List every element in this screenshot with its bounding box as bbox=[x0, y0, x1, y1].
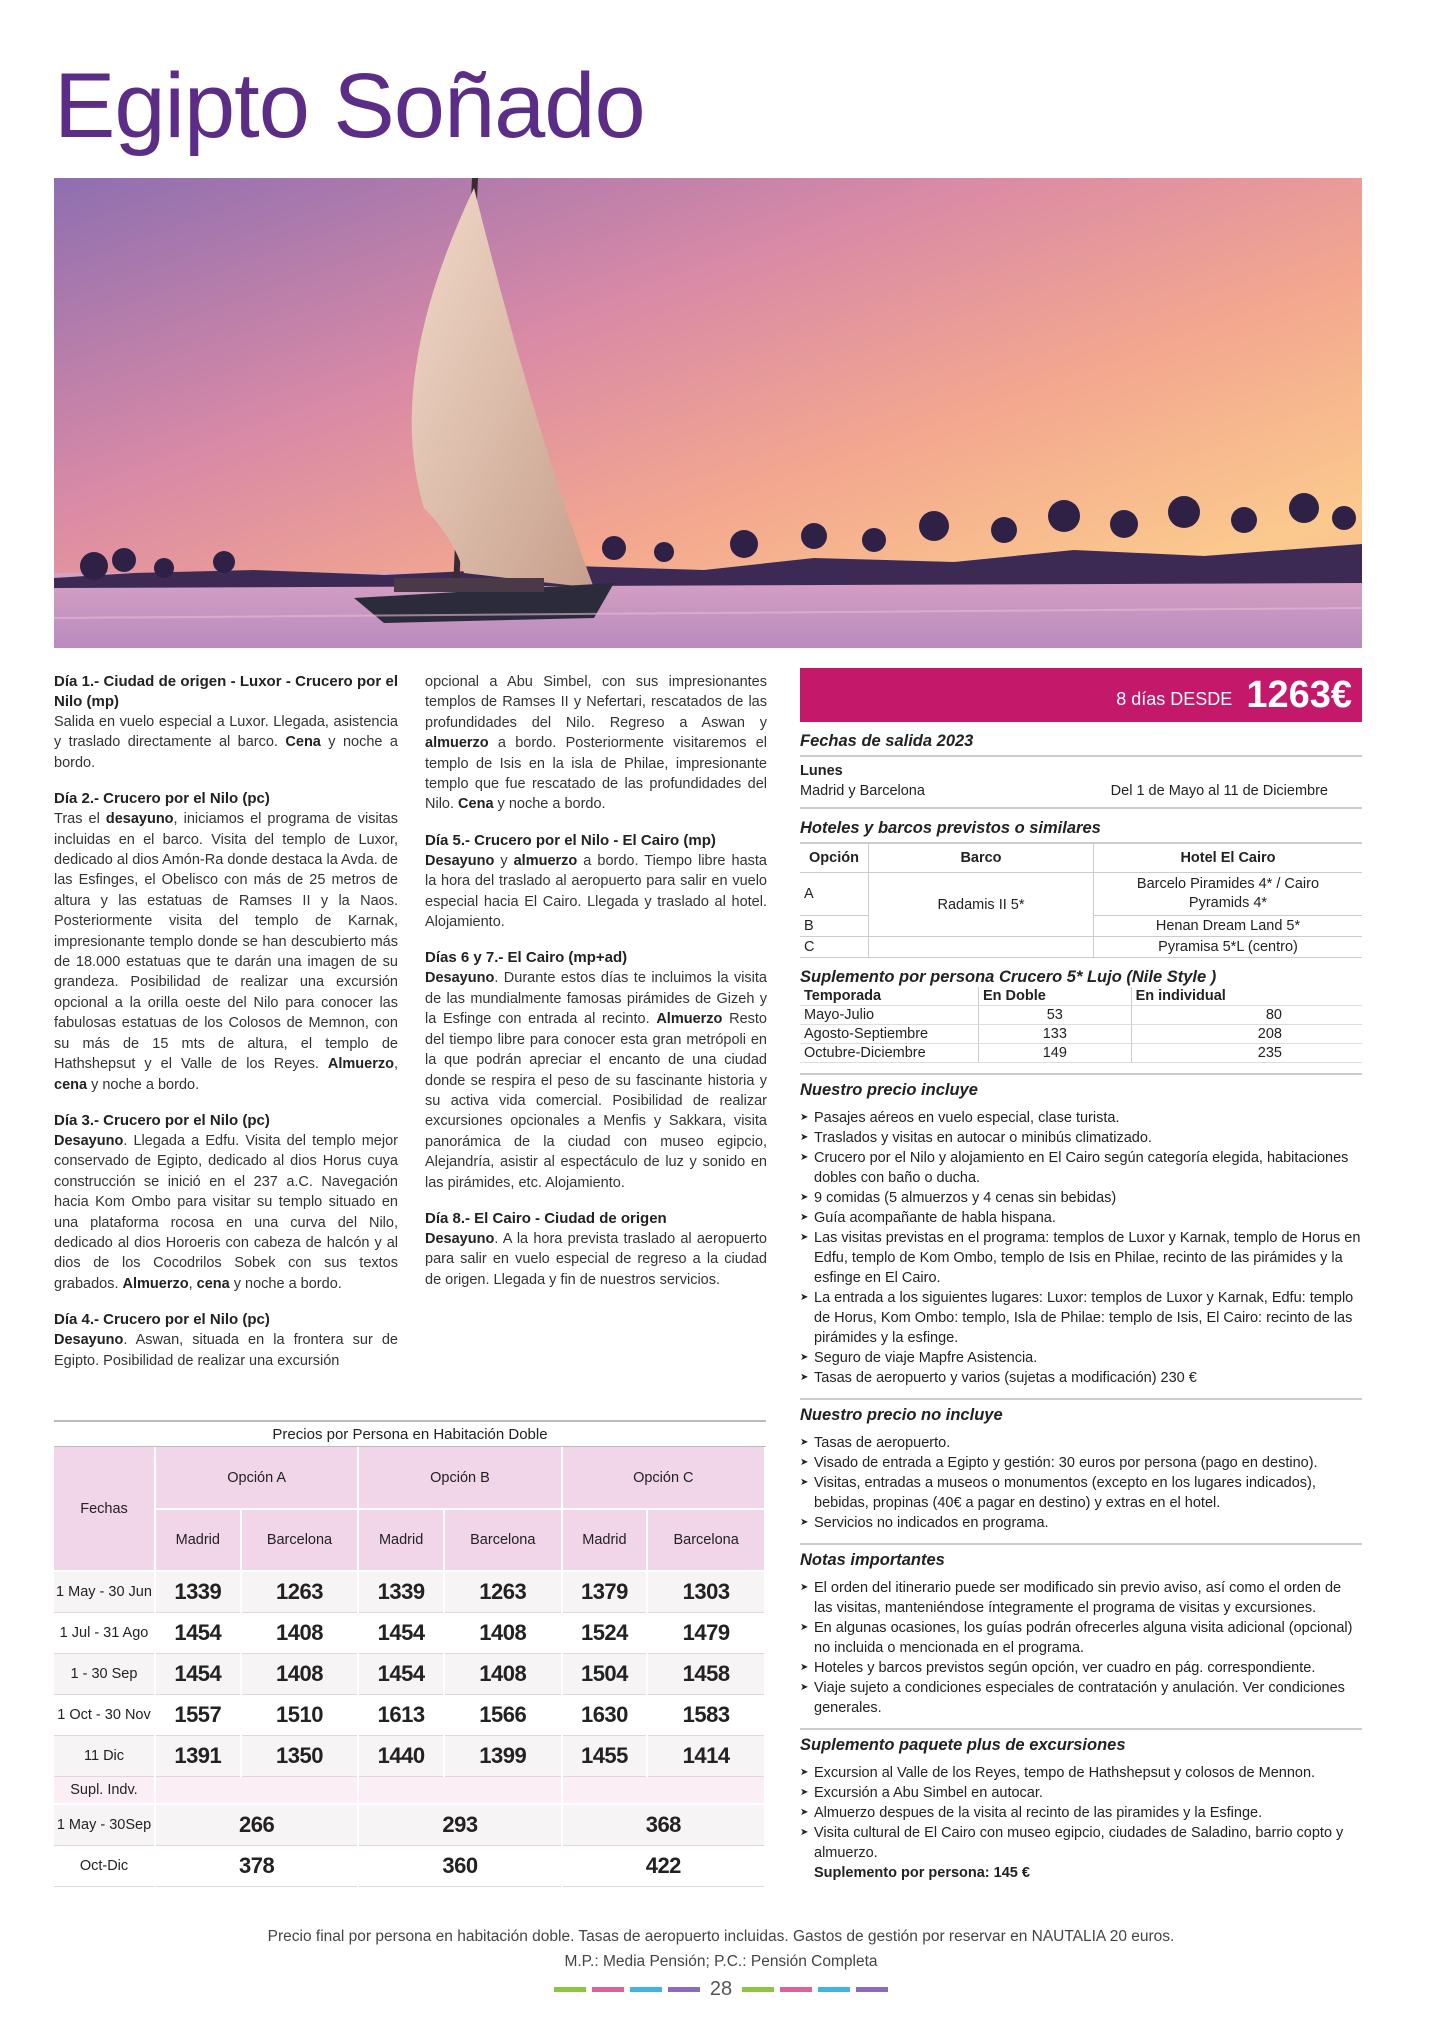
price-row-fecha: 1 Jul - 31 Ago bbox=[54, 1612, 155, 1653]
supl-indv-label: Supl. Indv. bbox=[54, 1776, 155, 1804]
price-col-fechas: Fechas bbox=[54, 1447, 155, 1571]
hoteles-title: Hoteles y barcos previstos o similares bbox=[800, 819, 1362, 844]
price-value: 1583 bbox=[647, 1694, 765, 1735]
price-value: 1379 bbox=[562, 1571, 648, 1612]
supl-temporada: Agosto-Septiembre bbox=[800, 1025, 979, 1044]
page-number: 28 bbox=[709, 1978, 733, 2000]
page-bar-segment bbox=[742, 1987, 774, 1992]
plus-footer: Suplemento por persona: 145 € bbox=[814, 1865, 1030, 1881]
hotels-opcion: C bbox=[800, 937, 869, 958]
price-row-fecha: 11 Dic bbox=[54, 1735, 155, 1776]
hotels-hotel: Barcelo Piramides 4* / Cairo Pyramids 4* bbox=[1094, 873, 1363, 916]
price-value: 1455 bbox=[562, 1735, 648, 1776]
supl-row bbox=[800, 1006, 1362, 1025]
nota-item: ➤ Hoteles y barcos previstos según opción, ver cuadro en pág. correspondiente. bbox=[800, 1658, 1362, 1678]
price-col-option: Opción C bbox=[562, 1447, 765, 1509]
page-bar-segment bbox=[818, 1987, 850, 1992]
price-value: 1408 bbox=[241, 1653, 359, 1694]
plus-item: ➤ Almuerzo despues de la visita al recinto de las piramides y la Esfinge. bbox=[800, 1803, 1362, 1823]
incluye-item: ➤ La entrada a los siguientes lugares: Luxor: templos de Luxor y Karnak, Edfu: templo de Horus, Kom Ombo: templo, Isla de Philae: templo de Isis, El Cairo: recinto de las pirámides y la esfinge. bbox=[800, 1288, 1362, 1348]
price-row-fecha: 1 Oct - 30 Nov bbox=[54, 1694, 155, 1735]
itinerary-day-heading: Día 8.- El Cairo - Ciudad de origen bbox=[425, 1209, 667, 1227]
incluye-item: ➤ Guía acompañante de habla hispana. bbox=[800, 1208, 1362, 1228]
price-value: 1303 bbox=[647, 1571, 765, 1612]
price-value: 1339 bbox=[155, 1571, 241, 1612]
hotels-opcion: B bbox=[800, 916, 869, 937]
price-value: 1613 bbox=[358, 1694, 444, 1735]
supl-individual: 80 bbox=[1131, 1006, 1362, 1025]
itinerary-day-text: Desayuno. Durante estos días te incluimos la visita de las mundialmente famosas pirámides de Gizeh y la Esfinge con entrada al recinto. Almuerzo Resto del tiempo libre para conocer esta gran metrópoli en la que podrán apreciar el encanto de una ciudad donde se respira el peso de su fascinante historia y su activa vida comercial. Posibilidad de realizar excursiones opcionales a Menfis y Sakkara, visita panorámica de la ciudad con museo egipcio, Alejandría, asistir al espectáculo de luz y sonido en las pirámides, etc. Alojamiento. bbox=[425, 970, 767, 1191]
itinerary-day bbox=[425, 1209, 767, 1290]
supl-individual: 208 bbox=[1131, 1025, 1362, 1044]
itinerary-day-text: Desayuno y almuerzo a bordo. Tiempo libre hasta la hora del traslado al aeropuerto para salir en vuelo especial hacia El Cairo. Llegada y traslado al hotel. Alojamiento. bbox=[425, 852, 767, 931]
itinerary-day bbox=[425, 948, 767, 1192]
supl-indv-value: 368 bbox=[562, 1804, 765, 1845]
itinerary-day-text: Desayuno. A la hora prevista traslado al aeropuerto para salir en vuelo especial de regreso a la ciudad de origen. Llegada y fin de nuestros servicios. bbox=[425, 1230, 767, 1288]
itinerary-day-text: Desayuno. Aswan, situada en la frontera sur de Egipto. Posibilidad de realizar una excursión bbox=[54, 1332, 398, 1369]
supl-indv-spacer bbox=[358, 1776, 561, 1804]
price-value: 1454 bbox=[155, 1612, 241, 1653]
price-value: 1479 bbox=[647, 1612, 765, 1653]
itinerary-day-text: Salida en vuelo especial a Luxor. Llegada, asistencia y traslado directamente al barco. Cena y noche a bordo. bbox=[54, 714, 398, 771]
itinerary-column-1 bbox=[54, 672, 398, 1387]
price-banner bbox=[800, 668, 1362, 722]
price-row bbox=[54, 1653, 765, 1694]
price-value: 1524 bbox=[562, 1612, 648, 1653]
itinerary-day-heading: Día 1.- Ciudad de origen - Luxor - Crucero por el Nilo (mp) bbox=[54, 673, 398, 710]
footer-line-1: Precio final por persona en habitación doble. Tasas de aeropuerto incluidas. Gastos de gestión por reservar en NAUTALIA 20 euros. bbox=[267, 1928, 1175, 1945]
price-col-city: Barcelona bbox=[241, 1509, 359, 1571]
price-value: 1454 bbox=[358, 1612, 444, 1653]
supl-indv-value: 378 bbox=[155, 1845, 358, 1886]
notas-list bbox=[800, 1578, 1362, 1718]
itinerary-day-text: Desayuno. Llegada a Edfu. Visita del templo mejor conservado de Egipto, dedicado al dios Horus cuya construcción se inició en el 237 a.C. Navegación hacia Kom Ombo para visitar su templo situado en una plataforma rocosa en una curva del Nilo, dedicado al dios Horoeris con cabeza de halcón y al dios de los Cocodrilos Sobek con sus textos grabados. Almuerzo, cena y noche a bordo. bbox=[54, 1132, 398, 1292]
supl-indv-row bbox=[54, 1804, 765, 1845]
hotels-table bbox=[800, 844, 1362, 958]
suplemento-crucero-title: Suplemento por persona Crucero 5* Lujo (Nile Style ) bbox=[800, 968, 1217, 986]
page-title: Egipto Soñado bbox=[54, 55, 645, 157]
hotels-row-a bbox=[800, 873, 1362, 916]
price-row bbox=[54, 1612, 765, 1653]
itinerary-column-2 bbox=[425, 672, 767, 1306]
price-table-title: Precios por Persona en Habitación Doble bbox=[54, 1420, 766, 1447]
itinerary-day-heading: Día 3.- Crucero por el Nilo (pc) bbox=[54, 1111, 270, 1129]
plus-title: Suplemento paquete plus de excursiones bbox=[800, 1728, 1362, 1759]
price-value: 1454 bbox=[155, 1653, 241, 1694]
itinerary-day-heading: Día 2.- Crucero por el Nilo (pc) bbox=[54, 790, 270, 808]
supl-indv-spacer bbox=[155, 1776, 358, 1804]
price-row-fecha: 1 - 30 Sep bbox=[54, 1653, 155, 1694]
price-row bbox=[54, 1571, 765, 1612]
price-banner-label: 8 días DESDE bbox=[1116, 688, 1233, 709]
price-value: 1504 bbox=[562, 1653, 648, 1694]
page-number-bar bbox=[0, 1978, 1442, 2001]
incluye-item: ➤ Las visitas previstas en el programa: templos de Luxor y Karnak, templo de Horus en Edfu, templo de Kom Ombo, templo de Isis en Philae, recinto de las pirámides y la esfinge en El Cairo. bbox=[800, 1228, 1362, 1288]
page-bar-segment bbox=[856, 1987, 888, 1992]
supl-header-row bbox=[800, 987, 1362, 1006]
supl-indv-value: 422 bbox=[562, 1845, 765, 1886]
no-incluye-item: ➤ Servicios no indicados en programa. bbox=[800, 1513, 1362, 1533]
supl-doble: 133 bbox=[979, 1025, 1132, 1044]
supl-header-doble: En Doble bbox=[979, 987, 1132, 1006]
fechas-cities: Madrid y Barcelona bbox=[800, 783, 925, 799]
supl-header-temporada: Temporada bbox=[800, 987, 979, 1006]
itinerary-day-heading: Día 5.- Crucero por el Nilo - El Cairo (mp) bbox=[425, 831, 716, 849]
incluye-list bbox=[800, 1108, 1362, 1388]
itinerary-day-heading: Días 6 y 7.- El Cairo (mp+ad) bbox=[425, 949, 628, 967]
supl-individual: 235 bbox=[1131, 1044, 1362, 1063]
hotels-hotel: Henan Dream Land 5* bbox=[1094, 916, 1363, 937]
notas-title: Notas importantes bbox=[800, 1543, 1362, 1574]
price-value: 1408 bbox=[444, 1612, 562, 1653]
no-incluye-item: ➤ Visado de entrada a Egipto y gestión: 30 euros por persona (pago en destino). bbox=[800, 1453, 1362, 1473]
price-value: 1557 bbox=[155, 1694, 241, 1735]
nota-item: ➤ El orden del itinerario puede ser modificado sin previo aviso, así como el orden de las visitas, manteniéndose íntegramente el programa de visitas y excursiones. bbox=[800, 1578, 1362, 1618]
page-bar-segment bbox=[630, 1987, 662, 1992]
fechas-title: Fechas de salida 2023 bbox=[800, 732, 1362, 757]
supl-row bbox=[800, 1044, 1362, 1063]
price-row bbox=[54, 1694, 765, 1735]
supl-row bbox=[800, 1025, 1362, 1044]
no-incluye-item: ➤ Tasas de aeropuerto. bbox=[800, 1433, 1362, 1453]
supl-indv-spacer bbox=[562, 1776, 765, 1804]
price-value: 1263 bbox=[444, 1571, 562, 1612]
info-column bbox=[800, 668, 1362, 1883]
itinerary-day bbox=[54, 1310, 398, 1371]
plus-item: ➤ Visita cultural de El Cairo con museo egipcio, ciudades de Saladino, barrio copto y almuerzo. bbox=[800, 1823, 1362, 1863]
supl-doble: 149 bbox=[979, 1044, 1132, 1063]
price-row bbox=[54, 1735, 765, 1776]
hotels-barco-empty bbox=[869, 937, 1094, 958]
itinerary-day bbox=[54, 1111, 398, 1294]
fechas-day: Lunes bbox=[800, 763, 843, 779]
price-col-option: Opción B bbox=[358, 1447, 561, 1509]
supl-indv-fecha: Oct-Dic bbox=[54, 1845, 155, 1886]
price-value: 1399 bbox=[444, 1735, 562, 1776]
price-value: 1458 bbox=[647, 1653, 765, 1694]
hotels-header-row bbox=[800, 844, 1362, 873]
hotels-barco: Radamis II 5* bbox=[869, 873, 1094, 937]
fechas-row bbox=[800, 781, 1362, 809]
incluye-title: Nuestro precio incluye bbox=[800, 1073, 1362, 1104]
nota-item: ➤ En algunas ocasiones, los guías podrán ofrecerles alguna visita adicional (opcional) no incluida o mencionada en el programa. bbox=[800, 1618, 1362, 1658]
price-col-option: Opción A bbox=[155, 1447, 358, 1509]
incluye-item: ➤ Pasajes aéreos en vuelo especial, clase turista. bbox=[800, 1108, 1362, 1128]
hotels-header-opcion: Opción bbox=[800, 844, 869, 873]
itinerary-day bbox=[54, 789, 398, 1095]
no-incluye-title: Nuestro precio no incluye bbox=[800, 1398, 1362, 1429]
no-incluye-list bbox=[800, 1433, 1362, 1533]
footer-line-2: M.P.: Media Pensión; P.C.: Pensión Completa bbox=[564, 1953, 878, 1970]
footer-notes bbox=[0, 1924, 1442, 1974]
incluye-item: ➤ Traslados y visitas en autocar o minibús climatizado. bbox=[800, 1128, 1362, 1148]
itinerary-day-text: opcional a Abu Simbel, con sus impresionantes templos de Ramses II y Nefertari, rescatados de las profundidades del Nilo. Regreso a Aswan y almuerzo a bordo. Posteriormente visitaremos el templo de Isis en la isla de Philae, impresionante templo que fue rescatado de las profundidades del Nilo. Cena y noche a bordo. bbox=[425, 674, 767, 813]
itinerary-day-text: Tras el desayuno, iniciamos el programa de visitas incluidas en el barco. Visita del templo de Luxor, dedicado al dios Amón-Ra donde destaca la Avda. de las Esfinges, el Obelisco con más de 25 metros de altura y las estatuas de Ramses II y la Naos. Posteriormente visita del templo de Karnak, impresionante templo donde se han descubierto más de 18.000 estatuas que te darán una imagen de su grandeza. Posibilidad de realizar una excursión opcional a la orilla oeste del Nilo para conocer las fabulosas estatuas de los Colosos de Memnon, con su más de 15 mts de altura, el templo de Hathshepsut y el Valle de los Reyes. Almuerzo, cena y noche a bordo. bbox=[54, 811, 398, 1093]
plus-item: ➤ Excursión a Abu Simbel en autocar. bbox=[800, 1783, 1362, 1803]
hotels-row-c bbox=[800, 937, 1362, 958]
price-value: 1440 bbox=[358, 1735, 444, 1776]
incluye-item: ➤ Crucero por el Nilo y alojamiento en El Cairo según categoría elegida, habitaciones dobles con baño o ducha. bbox=[800, 1148, 1362, 1188]
price-value: 1510 bbox=[241, 1694, 359, 1735]
supl-temporada: Octubre-Diciembre bbox=[800, 1044, 979, 1063]
price-value: 1350 bbox=[241, 1735, 359, 1776]
supl-doble: 53 bbox=[979, 1006, 1132, 1025]
page-bar-segment bbox=[668, 1987, 700, 1992]
incluye-item: ➤ Tasas de aeropuerto y varios (sujetas a modificación) 230 € bbox=[800, 1368, 1362, 1388]
no-incluye-item: ➤ Visitas, entradas a museos o monumentos (excepto en los lugares indicados), bebidas, propinas (40€ a pagar en destino) y extras en el hotel. bbox=[800, 1473, 1362, 1513]
hero-photo-felucca-sunset bbox=[54, 178, 1362, 648]
hotels-header-hotel: Hotel El Cairo bbox=[1094, 844, 1363, 873]
incluye-item: ➤ 9 comidas (5 almuerzos y 4 cenas sin bebidas) bbox=[800, 1188, 1362, 1208]
page-bar-segment bbox=[780, 1987, 812, 1992]
hotels-hotel: Pyramisa 5*L (centro) bbox=[1094, 937, 1363, 958]
itinerary-day bbox=[425, 831, 767, 933]
supl-indv-fecha: 1 May - 30Sep bbox=[54, 1804, 155, 1845]
price-value: 1391 bbox=[155, 1735, 241, 1776]
incluye-item: ➤ Seguro de viaje Mapfre Asistencia. bbox=[800, 1348, 1362, 1368]
price-value: 1630 bbox=[562, 1694, 648, 1735]
fechas-range: Del 1 de Mayo al 11 de Diciembre bbox=[1110, 783, 1328, 799]
nota-item: ➤ Viaje sujeto a condiciones especiales de contratación y anulación. Ver condiciones generales. bbox=[800, 1678, 1362, 1718]
itinerary-day bbox=[425, 672, 767, 815]
price-value: 1566 bbox=[444, 1694, 562, 1735]
page-bar-segment bbox=[592, 1987, 624, 1992]
price-value: 1408 bbox=[241, 1612, 359, 1653]
supl-indv-value: 360 bbox=[358, 1845, 561, 1886]
price-col-city: Barcelona bbox=[444, 1509, 562, 1571]
itinerary-day-heading: Día 4.- Crucero por el Nilo (pc) bbox=[54, 1311, 270, 1329]
price-table-section bbox=[54, 1420, 766, 1887]
hotels-header-barco: Barco bbox=[869, 844, 1094, 873]
supl-indv-value: 293 bbox=[358, 1804, 561, 1845]
itinerary-day bbox=[54, 672, 398, 773]
price-banner-amount: 1263€ bbox=[1246, 673, 1352, 716]
price-value: 1414 bbox=[647, 1735, 765, 1776]
page-bar-segment bbox=[554, 1987, 586, 1992]
price-col-city: Barcelona bbox=[647, 1509, 765, 1571]
supl-indv-value: 266 bbox=[155, 1804, 358, 1845]
price-value: 1408 bbox=[444, 1653, 562, 1694]
price-table bbox=[54, 1447, 766, 1887]
price-col-city: Madrid bbox=[358, 1509, 444, 1571]
plus-item: ➤ Excursion al Valle de los Reyes, tempo de Hathshepsut y colosos de Mennon. bbox=[800, 1763, 1362, 1783]
hotels-opcion: A bbox=[800, 873, 869, 916]
price-row-fecha: 1 May - 30 Jun bbox=[54, 1571, 155, 1612]
price-col-city: Madrid bbox=[562, 1509, 648, 1571]
supl-header-individual: En individual bbox=[1131, 987, 1362, 1006]
supl-indv-row bbox=[54, 1845, 765, 1886]
suplemento-crucero-table bbox=[800, 987, 1362, 1063]
price-value: 1454 bbox=[358, 1653, 444, 1694]
price-value: 1263 bbox=[241, 1571, 359, 1612]
price-col-city: Madrid bbox=[155, 1509, 241, 1571]
price-value: 1339 bbox=[358, 1571, 444, 1612]
supl-temporada: Mayo-Julio bbox=[800, 1006, 979, 1025]
plus-list bbox=[800, 1763, 1362, 1863]
